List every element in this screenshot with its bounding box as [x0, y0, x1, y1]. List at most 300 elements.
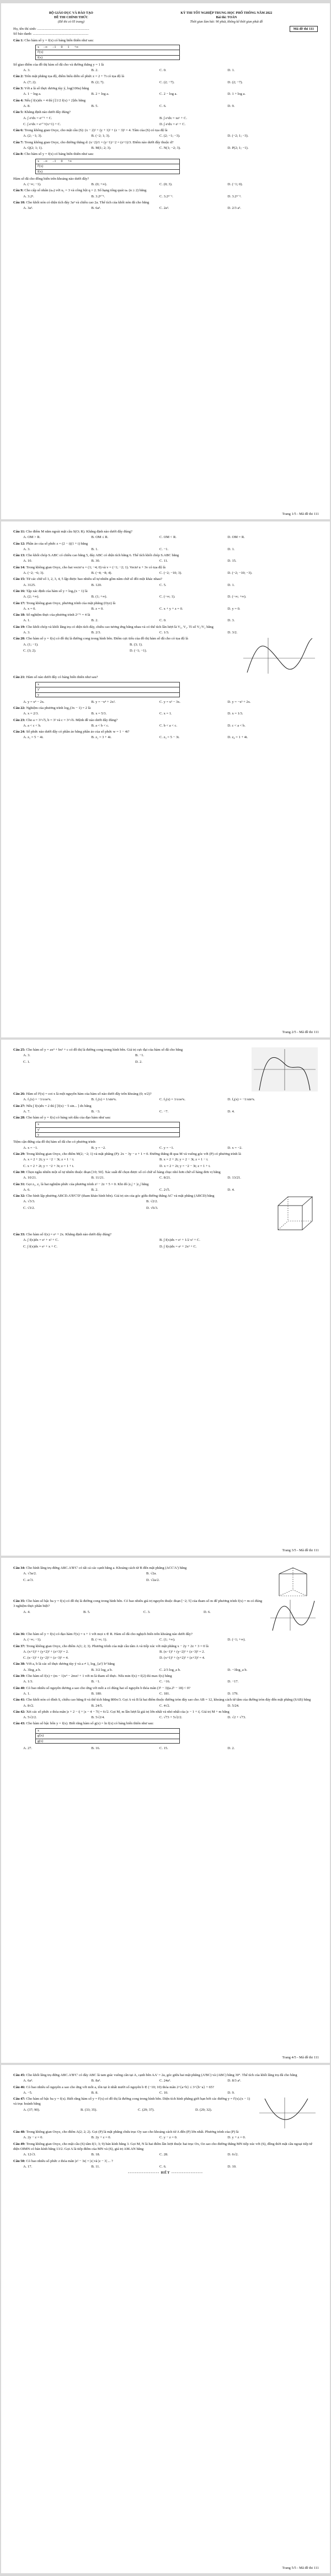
answer-row [13, 1060, 247, 1064]
question-number: Câu 39: [13, 1674, 25, 1679]
answer-option: A. 3125. [23, 583, 36, 587]
question-number: Câu 37: [13, 1644, 25, 1648]
answer-option: A. (2; −1; 3). [23, 134, 42, 138]
answer-option: A. (x+1)² + (y+2)² + (z+3)² = 2. [23, 1649, 69, 1654]
question-number: Câu 17: [13, 601, 25, 605]
question: Câu 9: Cho cấp số nhân (uₙ) với u₁ = 3 và công bội q = 2. Số hạng tổng quát uₙ (n ≥ 2) bằng [13, 189, 147, 193]
answer-row [13, 711, 318, 716]
question-list [13, 38, 318, 211]
answer-option: D. √2a/2. [146, 1578, 160, 1582]
answer-option: C. b < a < c. [159, 723, 178, 728]
answer-option: B. f₂(x) = 1/sin²x. [91, 1098, 117, 1102]
answer-option: B. 2. [91, 1187, 98, 1192]
question: Câu 49: Trong không gian Oxyz, cho mặt cầu (S) tâm I(1; 3; 9) bán kính bằng 3. Gọi M, N là hai điểm lần lượt thuộc hai trục Ox, Oz sao cho đường thẳng MN tiếp xúc với (S), đồng thời mặt cầu ngoại tiếp tứ diện OIMN có bán kính bằng 13/2. Gọi A là tiếp điểm của MN và (S), giá trị AM.AN bằng [13, 2142, 312, 2152]
answer-option: A. 12√3. [23, 2153, 36, 2157]
answer-option: B. 3.2ⁿ⁺¹. [91, 194, 105, 198]
answer-option: B. z₂ = 3 + 4i. [91, 735, 111, 740]
answer-option: D. y = −x³ + 2x. [227, 700, 251, 704]
answer-row [13, 571, 318, 576]
answer-option: C. 6. [159, 2164, 167, 2169]
answer-row [13, 194, 318, 199]
question: Câu 16: Tập xác định của hàm số y = log₃(x − 1) là [13, 589, 88, 593]
question: Câu 38: Với a, b là các số thực dương tùy ý và a ≠ 1, log_{a²} b³ bằng [13, 1662, 115, 1666]
page-2 [1, 521, 330, 1037]
question: Câu 23: Cho a = 3^√5, b = 3² và c = 3^√6. Mệnh đề nào dưới đây đúng? [13, 718, 118, 722]
question-number: Câu 50: [13, 2159, 25, 2163]
answer-row [13, 1244, 318, 1249]
answer-row [13, 723, 318, 728]
answer-row [13, 2078, 318, 2083]
question: Câu 36: Cho hàm số y = f(x) có đạo hàm f'(x) = x + 1 với mọi x ∈ R. Hàm số đã cho nghịch biến trên khoảng nào dưới đây? [13, 1632, 193, 1636]
question: Câu 50: Có bao nhiêu số phức z thỏa mãn |z² − 3z| = |z| và |z − 3| ... ? [13, 2159, 113, 2163]
question: Câu 21: Hàm số nào dưới đây có bảng biến thiên như sau? [13, 675, 98, 680]
page-5 [1, 2065, 330, 2573]
answer-option: D. (−1; 0). [227, 182, 243, 186]
answer-option: B. (3; 1). [130, 642, 143, 647]
pages-note: (Đề thi có 05 trang) [57, 20, 84, 24]
variation-table [35, 682, 180, 697]
answer-option: B. 24/5. [91, 1703, 103, 1708]
answer-option: C. (29; 37). [138, 2107, 154, 2112]
question: Câu 47: Cho hàm số bậc ba y = f(x). Biết rằng hàm số y = f'(x) có đồ thị là đường cong trong hình bên. Diện tích hình phẳng giới hạn bởi các đường y = f'(x).(x − 1) và trục hoành bằng [13, 2097, 250, 2106]
answer-option: D. c < a < b. [227, 723, 245, 728]
answer-row [13, 104, 318, 109]
answer-option: B. 2. [91, 68, 98, 73]
answer-option: C. 4√2. [159, 1703, 170, 1708]
table-row: x −∞ −1 0 1 +∞ [36, 45, 179, 51]
question: Câu 43: Cho hàm số bậc bốn y = f(x). Biết rằng hàm số g(x) = ln f(x) có bảng biến thiên như sau: [13, 1722, 154, 1726]
answer-option: C. 15. [159, 1746, 168, 1750]
answer-option: B. 2 + log a. [91, 92, 109, 96]
answer-option: D. √6/3. [146, 1206, 158, 1210]
answer-option: B. (33; 35). [81, 2107, 97, 2112]
answer-option: D. 9. [227, 2090, 235, 2095]
question-number: Câu 27: [13, 1104, 25, 1108]
answer-row [13, 92, 318, 96]
answer-option: B. 3/2 log_a b. [91, 1668, 113, 1672]
question-number: Câu 49: [13, 2142, 25, 2146]
page-footer: Trang 1/5 - Mã đề thi 111 [282, 512, 319, 516]
question-number: Câu 43: [13, 1722, 25, 1726]
answer-option: D. 3. [227, 619, 235, 623]
question-number: Câu 24: [13, 730, 25, 734]
answer-option: C. 6. [159, 104, 167, 108]
answer-option: D. 3/2. [227, 631, 238, 635]
question-number: Câu 18: [13, 613, 25, 617]
answer-option: B. (0; +∞). [91, 182, 108, 186]
question-number: Câu 25: [13, 1048, 25, 1052]
answer-option: B. 2/3. [91, 631, 102, 635]
answer-option: D. (−∞; +∞). [227, 595, 247, 599]
question: Câu 33: Cho hàm số f(x) = eˣ + 2x. Khẳng định nào dưới đây đúng? [13, 1233, 111, 1237]
ministry: BỘ GIÁO DỤC VÀ ĐÀO TẠO [49, 12, 93, 15]
answer-option: D. 10. [227, 2164, 237, 2169]
table-row: f'(x) [36, 50, 179, 56]
answer-option: A. 10. [23, 559, 33, 563]
answer-option: A. Q(2; 1; 1). [23, 146, 43, 150]
answer-option: C. 3.2ⁿ⁻¹. [159, 194, 173, 198]
answer-row [13, 133, 318, 138]
answer-option: C. 2 − log a. [159, 92, 178, 96]
answer-option: A. 3. [23, 1053, 30, 1058]
question: Câu 2: Trên mặt phẳng tọa độ, điểm biểu diễn số phức z = 2 + 7i có tọa độ là [13, 74, 124, 79]
quartic-graph-figure [252, 1047, 318, 1091]
question-number: Câu 41: [13, 1698, 25, 1702]
answer-option: D. 6√2. [227, 2153, 239, 2157]
answer-option: D. (−2; −10; −3). [227, 571, 253, 576]
answer-row [13, 648, 236, 653]
answer-option: B. a < b < c. [91, 723, 109, 728]
answer-row [13, 2090, 318, 2095]
table-row: x [36, 1122, 179, 1128]
answer-option: D. 13/21. [227, 1176, 241, 1180]
answer-option: D. 2. [135, 1060, 142, 1064]
answer-option: D. ∫ eˣdx = eˣ + C. [159, 122, 186, 126]
question-number: Câu 32: [13, 1194, 25, 1198]
answer-option: C. −7. [159, 1109, 169, 1114]
answer-option: C. 10. [159, 2090, 168, 2095]
answer-option: B. x = 5/3. [91, 712, 107, 716]
answer-row [13, 735, 318, 740]
answer-option: A. x = 2 + 2t; y = −2 − 3t; z = 1 − t. [23, 1158, 74, 1162]
answer-option: C. y − z = 0. [159, 2136, 178, 2140]
answer-option: C. −1. [159, 547, 169, 551]
time-note: Thời gian làm bài: 90 phút, không kể thời gian phát đề [190, 20, 263, 24]
answer-option: D. (2; −7). [227, 80, 243, 84]
answer-option: C. 3. [143, 1610, 151, 1614]
question-number: Câu 46: [13, 2085, 25, 2089]
answer-row [13, 1199, 269, 1204]
question-number: Câu 29: [13, 1152, 25, 1157]
question-number: Câu 10: [13, 200, 25, 205]
answer-option: C. 2√5. [159, 1187, 170, 1192]
question-number: Câu 20: [13, 637, 25, 641]
question-number: Câu 4: [13, 98, 24, 103]
question-number: Câu 12: [13, 541, 25, 546]
answer-option: A. 6a³. [23, 2079, 33, 2083]
answer-option: D. P(2; 1; −1). [227, 146, 249, 150]
question-number: Câu 31: [13, 1182, 25, 1186]
page-3 [1, 1040, 330, 1556]
answer-row [13, 1679, 318, 1684]
cubic-graph-figure [268, 1599, 318, 1632]
answer-option: D. 9. [227, 104, 235, 108]
answer-option: D. f₄(x) = −1/sin²x. [227, 1098, 255, 1102]
answer-option: C. 24a³. [159, 2079, 171, 2083]
table-row: y' [36, 687, 179, 693]
answer-option: B. 1. [91, 547, 98, 551]
answer-option: A. 8√2. [23, 1703, 34, 1708]
answer-option: D. 2/3 a³. [227, 206, 241, 211]
table-row: f(x) [38, 56, 42, 60]
question: Câu 22: Nghiệm của phương trình log₂(3x − 1) = 2 là [13, 706, 91, 710]
answer-option: C. 2/3 log_a b. [159, 1668, 181, 1672]
answer-option: D. −3log_a b. [227, 1668, 248, 1672]
answer-option: D. 5/24. [227, 1703, 239, 1708]
question-number: Câu 45: [13, 2073, 25, 2077]
answer-option: B. 18. [91, 2153, 100, 2157]
question: Câu 39: Cho hàm số f(x) = (m − 1)x⁴ − 2mx² + 1 với m là tham số thực. Nếu min f(x) = f(2) thì max f(x) bằng [13, 1674, 172, 1679]
answer-option: A. 7. [23, 1109, 30, 1114]
cubic-graph-figure [241, 636, 318, 675]
answer-option: B. √2/2. [146, 1200, 158, 1204]
question: Câu 29: Trong không gian Oxyz, cho điểm M(2; −2; 1) và mặt phẳng (P): 2x − 3y − z + 1 = 0. Đường thẳng đi qua M và vuông góc với (P) có phương trình là [13, 1152, 241, 1157]
question: Câu 30: Chọn ngẫu nhiên một số tự nhiên thuộc đoạn [10; 50]. Xác suất để chọn được số có chữ số hàng chục nhỏ hơn chữ số hàng đơn vị bằng [13, 1170, 221, 1174]
table-row: g'(x) [36, 1734, 179, 1739]
answer-option: B. z = 0. [91, 606, 104, 611]
question: Câu 25: Cho hàm số y = ax⁴ + bx² + c có đồ thị là đường cong trong hình bên. Giá trị cực đại của hàm số đã cho bằng [13, 1048, 183, 1052]
question-number: Câu 47: [13, 2097, 25, 2101]
answer-row [13, 146, 318, 150]
table-row: y [38, 1133, 39, 1137]
answer-option: A. 8. [23, 104, 30, 108]
question: Số giao điểm của đồ thị hàm số đã cho và đường thẳng y = 1 là [13, 62, 104, 67]
sign-table [35, 1122, 180, 1137]
question-number: Câu 21: [13, 675, 25, 680]
answer-row [13, 1109, 318, 1114]
subject: Bài thi: TOÁN [216, 16, 237, 19]
question-number: Câu 5: [13, 110, 24, 115]
question-number: Câu 6: [13, 128, 24, 133]
question: Câu 4: Nếu ∫ f(x)dx = 4 thì ∫ [1/2 f(x) + 2]dx bằng [13, 98, 86, 103]
table-row: x −∞ −1 0 +∞ [36, 159, 179, 165]
answer-row [13, 122, 318, 127]
answer-row [13, 68, 318, 73]
answer-option: A. 3log_a b. [23, 1668, 41, 1672]
answer-option: D. z₄ = 1 + 4i. [227, 735, 248, 740]
answer-option: D. ∫ f(x)dx = eˣ + 2x² + C. [159, 1244, 197, 1249]
answer-option: B. (2; 7). [91, 80, 104, 84]
answer-option: B. −1. [91, 1680, 100, 1684]
answer-option: C. 0. [159, 68, 167, 73]
answer-option: A. (37; 90). [23, 2107, 40, 2112]
answer-option: A. y = x⁴ − 2x. [23, 700, 45, 704]
derivative-graph-figure [257, 2096, 318, 2129]
question: Câu 13: Cho khối chóp S.ABC có chiều cao bằng 5, đáy ABC có diện tích bằng 6. Thể tích khối chóp S.ABC bằng [13, 553, 179, 558]
answer-option: D. (−2; 1; −3). [227, 134, 249, 138]
answer-option: A. (2; +∞). [23, 595, 39, 599]
table-row: x [36, 1729, 179, 1734]
answer-option: C. (x−1)² + (y−2)² + (z−3)² = 4. [23, 1656, 69, 1660]
answer-option: C. (2; −7). [159, 80, 175, 84]
answer-option: A. √3a/2. [23, 1572, 37, 1576]
answer-option: D. x = −2. [227, 1146, 243, 1150]
answer-row [13, 558, 318, 563]
page-1 [1, 3, 330, 519]
answer-option: B. 16. [91, 1746, 100, 1750]
question: Câu 24: Số phức nào dưới đây có phần ảo bằng phần ảo của số phức w = 1 − 4i? [13, 730, 130, 734]
answer-row [13, 1668, 318, 1672]
question: Câu 15: Từ các chữ số 1, 2, 3, 4, 5 lập được bao nhiêu số tự nhiên gồm năm chữ số đôi một khác nhau? [13, 577, 162, 582]
answer-option: A. √3/3. [23, 1200, 35, 1204]
exam-header [13, 11, 318, 24]
answer-option: B. −1. [135, 1053, 145, 1058]
question-number: Câu 2: [13, 74, 24, 79]
answer-option: C. 1/3. [159, 631, 169, 635]
answer-option: A. z₁ = 5 − 4i. [23, 735, 44, 740]
answer-row [13, 1571, 269, 1576]
answer-option: A. ∫ f(x)dx = eˣ + x² + C. [23, 1238, 59, 1243]
answer-option: C. 5. [159, 583, 167, 587]
table-row: x [36, 682, 179, 688]
question-number: Câu 34: [13, 1566, 25, 1570]
answer-row [13, 1175, 318, 1180]
answer-option: B. 5√2/4. [91, 1715, 105, 1720]
answer-option: A. 3. [23, 547, 30, 551]
answer-row [13, 2164, 318, 2169]
answer-option: D. (−1; +∞). [227, 1638, 246, 1642]
answer-option: A. 1. [23, 1691, 30, 1696]
question: Câu 11: Cho điểm M nằm ngoài mặt cầu S(O; R). Khẳng định nào dưới đây đúng? [13, 530, 132, 534]
answer-option: C. 28. [159, 2153, 168, 2157]
answer-row [13, 1097, 318, 1102]
question-number: Câu 30: [13, 1170, 25, 1174]
answer-option: A. 27. [23, 1746, 33, 1750]
answer-option: D. x = 1/3. [227, 712, 243, 716]
table-row: f(x) [38, 170, 42, 174]
answer-option: D. −17. [227, 1680, 239, 1684]
answer-option: B. √2a. [146, 1572, 157, 1576]
answer-option: C. 181. [159, 1691, 170, 1696]
answer-option: B. M(1; 2; 3). [91, 146, 111, 150]
answer-row [13, 630, 318, 635]
answer-option: C. (0; 3). [159, 182, 173, 186]
question: Câu 26: Hàm số F(x) = cot x là một nguyên hàm của hàm số nào dưới đây trên khoảng (0; π/2)? [13, 1092, 152, 1096]
answer-option: A. 3a³. [23, 206, 33, 211]
candidate-id: Số báo danh: .............................................................. [13, 32, 89, 36]
answer-option: A. (7; 2). [23, 80, 36, 84]
page-footer: Trang 3/5 - Mã đề thi 111 [282, 1548, 319, 1552]
answer-option: B. (−4; −8; 4). [91, 571, 112, 576]
answer-option: C. √73 + 5√2/2. [159, 1715, 183, 1720]
answer-option: C. ∫ f(x)dx = eˣ + x + C. [23, 1244, 57, 1249]
table-row: g(x) [38, 1739, 43, 1743]
answer-row [13, 1637, 318, 1642]
end-marker: ------------------ HẾT ------------------ [128, 2171, 203, 2175]
answer-option: B. 11. [91, 2164, 100, 2169]
answer-row [13, 116, 318, 121]
cube-figure [274, 1193, 318, 1232]
answer-option: C. ∫ eˣdx = eˣ⁺¹/(x+1) + C. [23, 122, 61, 126]
question: Câu 31: Gọi z₁, z₂ là hai nghiệm phức của phương trình z² − 2z + 5 = 0. Khi đó |z₁| + |z₂| bằng [13, 1182, 149, 1186]
answer-row [13, 206, 318, 211]
answer-option: B. ∫ f(x)dx = eˣ + 1/2 x² + C. [159, 1238, 200, 1243]
answer-option: A. 3. [23, 631, 30, 635]
question: Tiệm cận đứng của đồ thị hàm số đã cho có phương trình: [13, 1140, 97, 1144]
question: Câu 1: Cho hàm số y = f(x) có bảng biến thiên như sau: [13, 38, 94, 42]
candidate-name: Họ, tên thí sinh: .......................................................... [13, 27, 89, 31]
answer-row [13, 1715, 318, 1720]
answer-option: D. 1 + log a. [227, 92, 246, 96]
question-number: Câu 7: [13, 140, 24, 144]
answer-row [13, 1649, 318, 1654]
answer-option: A. (−2; −6; 3). [23, 571, 44, 576]
answer-option: D. 1. [227, 547, 235, 551]
question: Câu 40: Có bao nhiêu số nguyên dương a sao cho ứng với mỗi a có đúng hai số nguyên b thỏa mãn (3ᵇ − 3)(a.2ᵇ − 18) < 0? [13, 1686, 191, 1690]
variation-table [35, 1728, 180, 1744]
answer-option: D. 4. [227, 1187, 235, 1192]
answer-option: D. 179. [227, 1691, 238, 1696]
answer-option: B. 5. [91, 104, 98, 108]
question-number: Câu 35: [13, 1599, 25, 1603]
question-number: Câu 9: [13, 189, 24, 193]
official-label: ĐỀ THI CHÍNH THỨC [54, 16, 88, 19]
answer-option: C. 1. [23, 1060, 30, 1064]
question-number: Câu 48: [13, 2130, 25, 2134]
answer-option: D. 1. [227, 68, 235, 73]
variation-table [35, 159, 180, 174]
answer-option: B. y = −2. [91, 1146, 106, 1150]
answer-option: B. 180. [91, 1691, 102, 1696]
answer-option: B. 8a³. [91, 2079, 101, 2083]
answer-option: B. 30. [91, 559, 100, 563]
question-number: Câu 26: [13, 1092, 25, 1096]
exam-title: KỲ THI TỐT NGHIỆP TRUNG HỌC PHỔ THÔNG NĂM 2022 [180, 12, 273, 15]
answer-option: B. OM ≤ R. [91, 535, 109, 540]
question-number: Câu 11: [13, 530, 25, 534]
answer-option: A. 5√2/2. [23, 1715, 37, 1720]
question: Câu 17: Trong không gian Oxyz, phương trình của mặt phẳng (Oyz) là [13, 601, 116, 605]
answer-row [13, 1610, 264, 1615]
question: Câu 42: Xét các số phức z thỏa mãn |z + 2 − i| + |z − 4 − 7i| = 6√2. Gọi M, m lần lượt là giá trị lớn nhất và nhỏ nhất của |z − 1 + i|. Giá trị M + m bằng [13, 1709, 229, 1714]
question-number: Câu 16: [13, 589, 25, 593]
answer-option: A. (−∞; −1). [23, 182, 41, 186]
answer-row [13, 1691, 318, 1696]
answer-option: B. 6a³. [91, 206, 101, 211]
answer-option: D. 3.2ⁿ⁻². [227, 194, 242, 198]
answer-row [13, 700, 318, 704]
answer-option: C. f₃(x) = 1/cos²x. [159, 1098, 186, 1102]
answer-option: D. 2. [227, 1746, 235, 1750]
prism-figure [274, 1566, 318, 1599]
question-number: Câu 15: [13, 577, 25, 582]
answer-option: B. 8. [91, 2090, 98, 2095]
answer-option: C. −16. [159, 1680, 170, 1684]
answer-row [13, 1703, 318, 1708]
answer-option: B. −3. [91, 1109, 100, 1114]
answer-option: C. (2; −1; −3). [159, 134, 180, 138]
answer-option: D. (−1; −1). [130, 648, 147, 653]
answer-option: B. ∫ eˣdx = xeˣ + C. [159, 116, 188, 120]
answer-option: C. N(1; −2; 3). [159, 146, 181, 150]
answer-option: C. 2a³. [159, 206, 169, 211]
answer-row [13, 1746, 318, 1751]
question: Câu 41: Cho khối nón có đỉnh S, chiều cao bằng 8 và thể tích bằng 800π/3. Gọi A và B là hai điểm thuộc đường tròn đáy sao cho AB = 12, khoảng cách từ tâm của đường tròn đáy đến mặt phẳng (SAB) bằng [13, 1698, 311, 1702]
answer-row [13, 642, 236, 647]
answer-row [13, 583, 318, 588]
answer-row [13, 1053, 247, 1058]
answer-row [13, 1655, 318, 1660]
answer-option: D. 8/3 a³. [227, 2079, 241, 2083]
answer-row [13, 535, 318, 540]
question: Câu 20: Cho hàm số y = f(x) có đồ thị là đường cong trong hình bên. Điểm cực tiểu của đồ thị hàm số đã cho có tọa độ là [13, 637, 188, 641]
answer-option: D. 1. [227, 583, 235, 587]
answer-option: C. z₃ = 5 − 3i. [159, 735, 180, 740]
answer-row [13, 547, 318, 552]
question: Câu 10: Cho khối nón có diện tích đáy 3a² và chiều cao 2a. Thể tích của khối nón đã cho bằng [13, 200, 150, 205]
answer-option: D. √2 + √73. [227, 1715, 246, 1720]
question: Câu 37: Trong không gian Oxyz, cho điểm A(1; 2; 3). Phương trình của mặt cầu tâm A và tiếp xúc với mặt phẳng x − 2y + 2z + 3 = 0 là [13, 1644, 209, 1648]
question: Câu 6: Trong không gian Oxyz, cho mặt cầu (S): (x − 2)² + (y + 1)² + (z − 3)² = 4. Tâm của (S) có tọa độ là [13, 128, 168, 133]
answer-option: B. (−∞; 1). [91, 1638, 108, 1642]
answer-row [13, 2107, 253, 2112]
answer-option: A. a < c < b. [23, 723, 41, 728]
page-footer: Trang 4/5 - Mã đề thi 111 [282, 2056, 319, 2059]
answer-option: C. OM < R. [159, 535, 177, 540]
question: Câu 46: Có bao nhiêu số nguyên a sao cho ứng với mỗi a, tồn tại ít nhất mười số nguyên b ∈ (−10; 10) thỏa mãn 2^{a+b} ≤ 3^{b−a} + 65? [13, 2085, 214, 2089]
answer-option: A. (1; −1). [23, 642, 39, 647]
answer-option: C. (−∞; 1). [159, 595, 175, 599]
